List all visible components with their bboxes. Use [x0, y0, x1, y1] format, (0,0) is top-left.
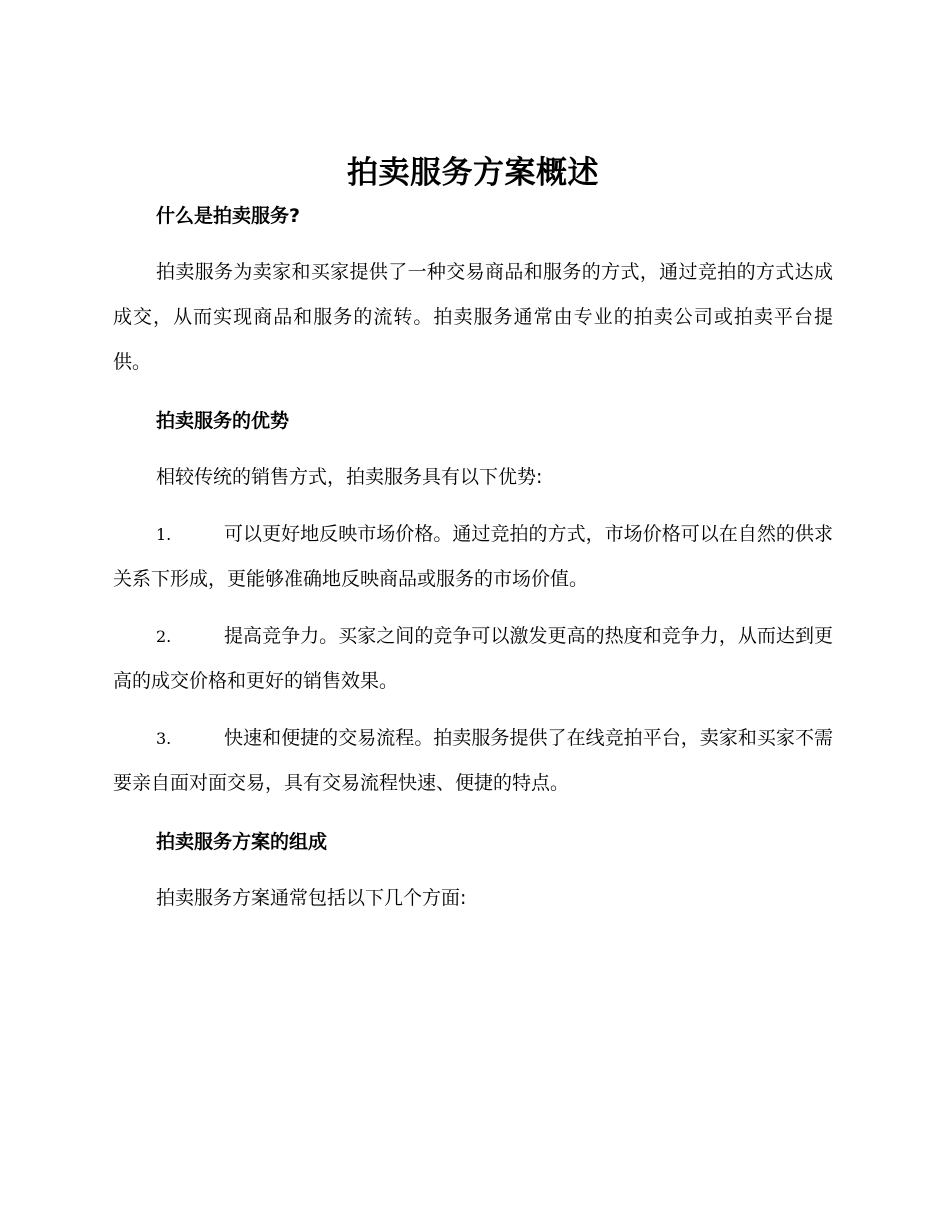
- section-heading-what-is: 什么是拍卖服务?: [156, 205, 301, 227]
- list-item: [113, 512, 833, 602]
- section-heading-advantages: 拍卖服务的优势: [156, 410, 290, 432]
- list-item-number: 3.: [156, 729, 172, 748]
- document-title: 拍卖服务方案概述: [347, 155, 599, 191]
- list-item: [113, 614, 833, 704]
- list-item-text: 可以更好地反映市场价格。通过竞拍的方式，市场价格可以在自然的供求关系下形成，更能够准确地反映商品或服务的市场价值。: [113, 523, 833, 590]
- list-item: [113, 716, 833, 806]
- list-item-text: 快速和便捷的交易流程。拍卖服务提供了在线竞拍平台，卖家和买家不需要亲自面对面交易，具有交易流程快速、便捷的特点。: [113, 727, 833, 794]
- section-heading-composition: 拍卖服务方案的组成: [156, 831, 328, 853]
- list-item-number: 2.: [156, 627, 172, 646]
- document-content: [113, 150, 833, 921]
- section-paragraph-composition: 拍卖服务方案通常包括以下几个方面:: [156, 887, 467, 909]
- section-paragraph-what-is: 拍卖服务为卖家和买家提供了一种交易商品和服务的方式，通过竞拍的方式达成成交，从而实现商品和服务的流转。拍卖服务通常由专业的拍卖公司或拍卖平台提供。: [113, 261, 833, 373]
- list-item-text: 提高竞争力。买家之间的竞争可以激发更高的热度和竞争力，从而达到更高的成交价格和更好的销售效果。: [113, 625, 833, 692]
- list-item-number: 1.: [156, 525, 172, 544]
- section-paragraph-advantages: 相较传统的销售方式，拍卖服务具有以下优势:: [156, 466, 543, 488]
